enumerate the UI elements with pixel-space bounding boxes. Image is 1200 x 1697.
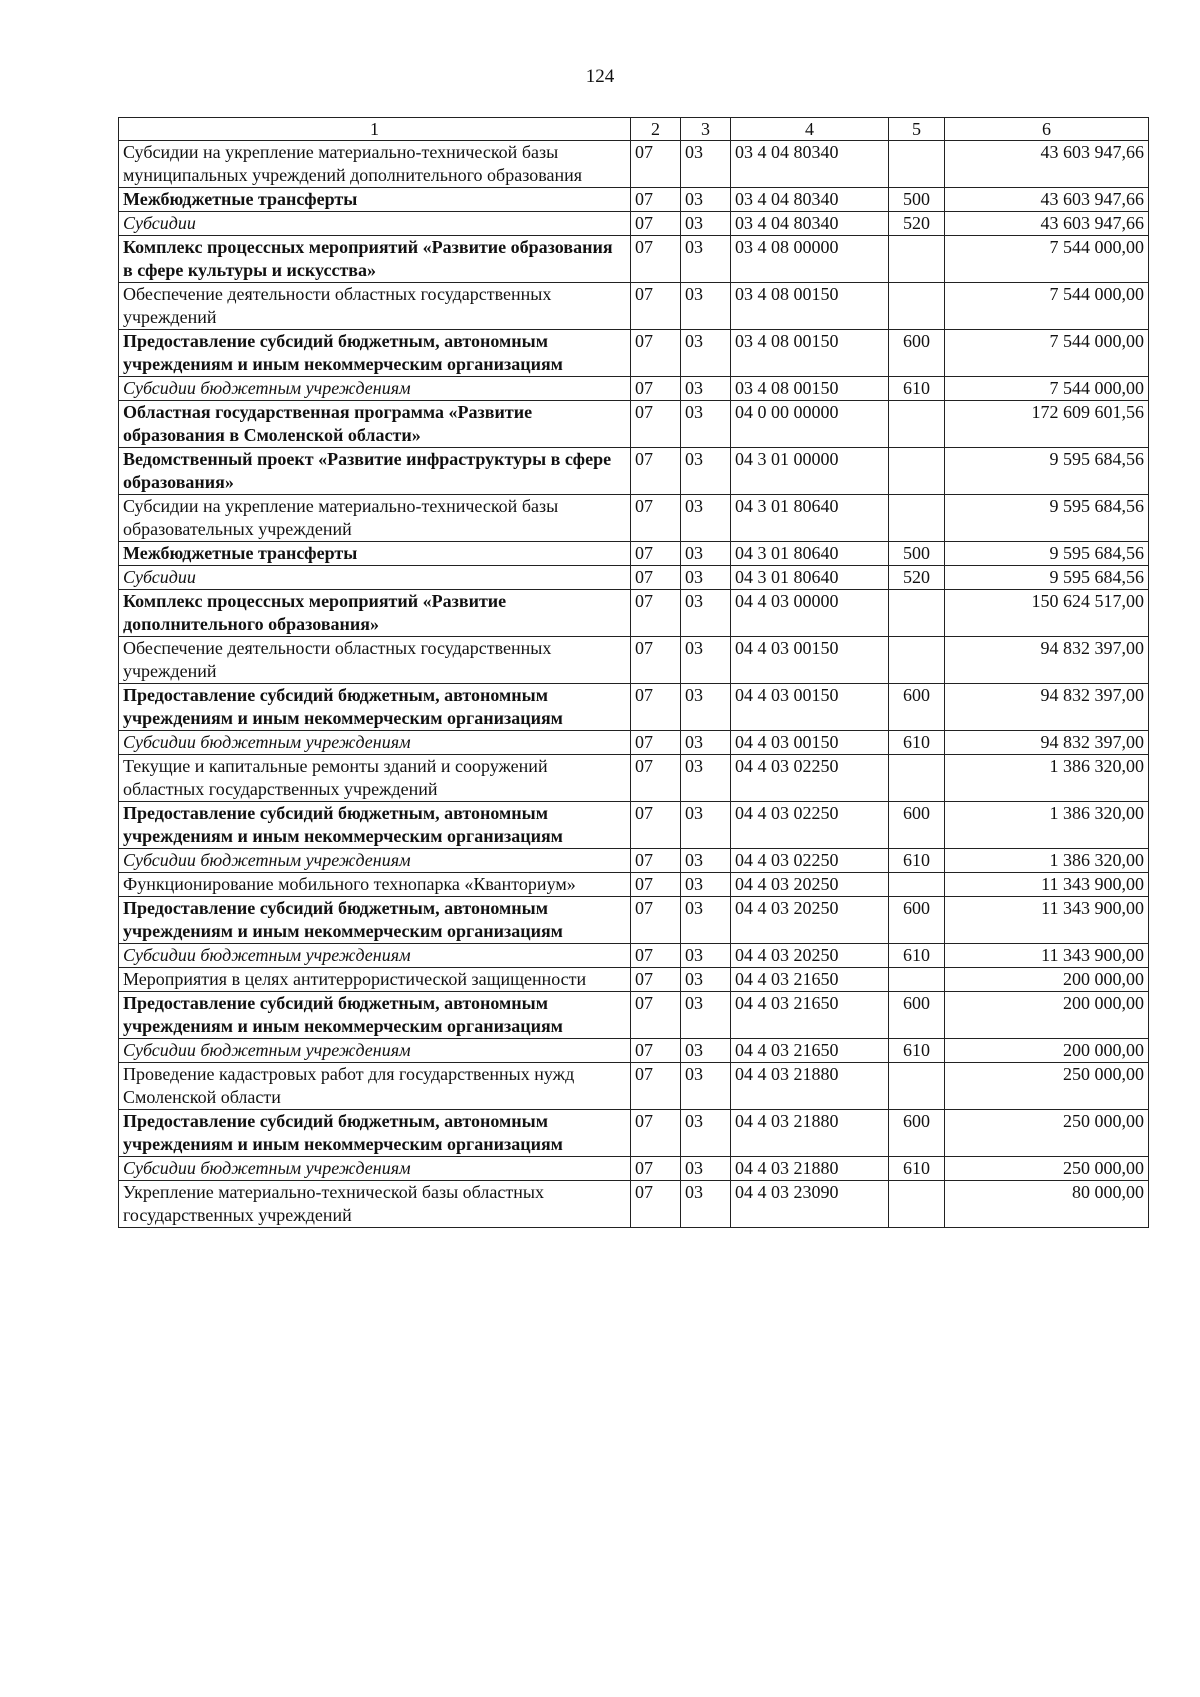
row-expense-type: 520: [889, 212, 945, 236]
column-header-5: 5: [889, 118, 945, 141]
table-row: [119, 542, 1149, 566]
row-expense-type: 600: [889, 992, 945, 1039]
row-expense-type: [889, 590, 945, 637]
table-row: [119, 590, 1149, 637]
row-name: Субсидии бюджетным учреждениям: [119, 1157, 631, 1181]
row-amount: 11 343 900,00: [945, 944, 1149, 968]
row-section: 07: [631, 755, 681, 802]
row-subsection: 03: [681, 1157, 731, 1181]
row-name: Субсидии на укрепление материально-технической базы муниципальных учреждений дополнительного образования: [119, 141, 631, 188]
row-name: Субсидии: [119, 566, 631, 590]
table-row: [119, 968, 1149, 992]
row-section: 07: [631, 897, 681, 944]
row-name: Субсидии: [119, 212, 631, 236]
table-row: [119, 1039, 1149, 1063]
table-row: [119, 283, 1149, 330]
row-target-code: 04 4 03 20250: [731, 897, 889, 944]
row-name: Предоставление субсидий бюджетным, автономным учреждениям и иным некоммерческим организациям: [119, 330, 631, 377]
row-section: 07: [631, 448, 681, 495]
row-amount: 94 832 397,00: [945, 637, 1149, 684]
table-row: [119, 731, 1149, 755]
row-amount: 250 000,00: [945, 1110, 1149, 1157]
row-target-code: 04 4 03 00150: [731, 684, 889, 731]
row-expense-type: [889, 448, 945, 495]
row-amount: 7 544 000,00: [945, 377, 1149, 401]
row-name: Областная государственная программа «Развитие образования в Смоленской области»: [119, 401, 631, 448]
row-target-code: 04 4 03 02250: [731, 755, 889, 802]
row-expense-type: 600: [889, 1110, 945, 1157]
row-amount: 43 603 947,66: [945, 141, 1149, 188]
row-amount: 9 595 684,56: [945, 495, 1149, 542]
row-name: Межбюджетные трансферты: [119, 542, 631, 566]
row-name: Комплекс процессных мероприятий «Развитие образования в сфере культуры и искусства»: [119, 236, 631, 283]
table-header: [119, 118, 1149, 141]
row-target-code: 04 4 03 21880: [731, 1157, 889, 1181]
row-subsection: 03: [681, 566, 731, 590]
row-amount: 250 000,00: [945, 1157, 1149, 1181]
row-expense-type: 610: [889, 377, 945, 401]
row-expense-type: 520: [889, 566, 945, 590]
row-target-code: 04 4 03 20250: [731, 944, 889, 968]
row-target-code: 04 4 03 23090: [731, 1181, 889, 1228]
table-row: [119, 188, 1149, 212]
row-expense-type: 610: [889, 944, 945, 968]
row-section: 07: [631, 873, 681, 897]
header-row: [119, 118, 1149, 141]
row-target-code: 04 4 03 21650: [731, 992, 889, 1039]
row-subsection: 03: [681, 236, 731, 283]
row-amount: 150 624 517,00: [945, 590, 1149, 637]
table-row: [119, 1110, 1149, 1157]
table-row: [119, 212, 1149, 236]
row-section: 07: [631, 236, 681, 283]
row-name: Субсидии бюджетным учреждениям: [119, 1039, 631, 1063]
row-target-code: 04 4 03 21880: [731, 1110, 889, 1157]
row-target-code: 03 4 04 80340: [731, 212, 889, 236]
row-name: Субсидии бюджетным учреждениям: [119, 849, 631, 873]
row-amount: 94 832 397,00: [945, 731, 1149, 755]
row-subsection: 03: [681, 755, 731, 802]
budget-table: [118, 117, 1149, 1228]
row-amount: 1 386 320,00: [945, 755, 1149, 802]
row-expense-type: 600: [889, 684, 945, 731]
row-target-code: 03 4 04 80340: [731, 141, 889, 188]
row-target-code: 03 4 08 00000: [731, 236, 889, 283]
row-expense-type: 500: [889, 542, 945, 566]
row-target-code: 03 4 08 00150: [731, 330, 889, 377]
row-expense-type: [889, 495, 945, 542]
table-row: [119, 897, 1149, 944]
row-subsection: 03: [681, 377, 731, 401]
row-amount: 200 000,00: [945, 968, 1149, 992]
row-subsection: 03: [681, 542, 731, 566]
row-name: Субсидии бюджетным учреждениям: [119, 377, 631, 401]
row-target-code: 04 3 01 80640: [731, 542, 889, 566]
row-amount: 11 343 900,00: [945, 873, 1149, 897]
table-row: [119, 236, 1149, 283]
table-row: [119, 637, 1149, 684]
row-subsection: 03: [681, 802, 731, 849]
table-row: [119, 566, 1149, 590]
row-subsection: 03: [681, 992, 731, 1039]
row-name: Предоставление субсидий бюджетным, автономным учреждениям и иным некоммерческим организациям: [119, 1110, 631, 1157]
row-amount: 200 000,00: [945, 1039, 1149, 1063]
row-subsection: 03: [681, 1181, 731, 1228]
row-name: Субсидии на укрепление материально-технической базы образовательных учреждений: [119, 495, 631, 542]
row-expense-type: [889, 1181, 945, 1228]
row-name: Предоставление субсидий бюджетным, автономным учреждениям и иным некоммерческим организациям: [119, 992, 631, 1039]
row-section: 07: [631, 1039, 681, 1063]
row-section: 07: [631, 283, 681, 330]
table-row: [119, 684, 1149, 731]
row-name: Функционирование мобильного технопарка «Кванториум»: [119, 873, 631, 897]
row-subsection: 03: [681, 1110, 731, 1157]
row-subsection: 03: [681, 141, 731, 188]
row-section: 07: [631, 590, 681, 637]
row-name: Проведение кадастровых работ для государственных нужд Смоленской области: [119, 1063, 631, 1110]
row-amount: 7 544 000,00: [945, 283, 1149, 330]
table-row: [119, 802, 1149, 849]
row-subsection: 03: [681, 495, 731, 542]
row-amount: 80 000,00: [945, 1181, 1149, 1228]
row-expense-type: 500: [889, 188, 945, 212]
row-section: 07: [631, 1110, 681, 1157]
row-subsection: 03: [681, 968, 731, 992]
column-header-2: 2: [631, 118, 681, 141]
row-name: Субсидии бюджетным учреждениям: [119, 731, 631, 755]
table-row: [119, 873, 1149, 897]
row-name: Предоставление субсидий бюджетным, автономным учреждениям и иным некоммерческим организациям: [119, 897, 631, 944]
row-amount: 172 609 601,56: [945, 401, 1149, 448]
row-section: 07: [631, 141, 681, 188]
row-target-code: 04 3 01 00000: [731, 448, 889, 495]
row-target-code: 04 3 01 80640: [731, 495, 889, 542]
row-expense-type: 600: [889, 897, 945, 944]
table-row: [119, 1063, 1149, 1110]
row-expense-type: 610: [889, 1157, 945, 1181]
row-amount: 9 595 684,56: [945, 542, 1149, 566]
row-subsection: 03: [681, 684, 731, 731]
row-subsection: 03: [681, 849, 731, 873]
row-subsection: 03: [681, 944, 731, 968]
row-section: 07: [631, 731, 681, 755]
row-amount: 43 603 947,66: [945, 212, 1149, 236]
row-subsection: 03: [681, 590, 731, 637]
table-row: [119, 495, 1149, 542]
row-target-code: 03 4 08 00150: [731, 377, 889, 401]
row-target-code: 04 4 03 02250: [731, 802, 889, 849]
row-section: 07: [631, 992, 681, 1039]
column-header-1: 1: [119, 118, 631, 141]
row-target-code: 04 4 03 00000: [731, 590, 889, 637]
row-target-code: 04 4 03 21880: [731, 1063, 889, 1110]
row-expense-type: 610: [889, 849, 945, 873]
row-amount: 9 595 684,56: [945, 448, 1149, 495]
page-number: 124: [585, 66, 615, 87]
table-row: [119, 1181, 1149, 1228]
row-expense-type: [889, 968, 945, 992]
row-subsection: 03: [681, 1039, 731, 1063]
row-target-code: 04 4 03 20250: [731, 873, 889, 897]
row-name: Обеспечение деятельности областных государственных учреждений: [119, 283, 631, 330]
row-expense-type: 610: [889, 731, 945, 755]
row-name: Комплекс процессных мероприятий «Развитие дополнительного образования»: [119, 590, 631, 637]
table-row: [119, 992, 1149, 1039]
row-section: 07: [631, 330, 681, 377]
row-amount: 7 544 000,00: [945, 236, 1149, 283]
row-name: Текущие и капитальные ремонты зданий и сооружений областных государственных учреждений: [119, 755, 631, 802]
row-amount: 9 595 684,56: [945, 566, 1149, 590]
table-row: [119, 944, 1149, 968]
table-body: [119, 141, 1149, 1228]
row-subsection: 03: [681, 283, 731, 330]
row-target-code: 04 4 03 00150: [731, 731, 889, 755]
row-section: 07: [631, 1157, 681, 1181]
row-section: 07: [631, 944, 681, 968]
row-target-code: 03 4 04 80340: [731, 188, 889, 212]
row-section: 07: [631, 849, 681, 873]
row-amount: 200 000,00: [945, 992, 1149, 1039]
row-subsection: 03: [681, 401, 731, 448]
row-expense-type: [889, 283, 945, 330]
row-expense-type: [889, 401, 945, 448]
row-expense-type: [889, 873, 945, 897]
row-section: 07: [631, 212, 681, 236]
row-subsection: 03: [681, 873, 731, 897]
row-target-code: 04 0 00 00000: [731, 401, 889, 448]
row-target-code: 04 4 03 21650: [731, 1039, 889, 1063]
row-section: 07: [631, 1063, 681, 1110]
row-target-code: 04 4 03 21650: [731, 968, 889, 992]
row-subsection: 03: [681, 212, 731, 236]
row-name: Ведомственный проект «Развитие инфраструктуры в сфере образования»: [119, 448, 631, 495]
row-expense-type: [889, 755, 945, 802]
row-section: 07: [631, 1181, 681, 1228]
row-section: 07: [631, 637, 681, 684]
row-name: Мероприятия в целях антитеррористической защищенности: [119, 968, 631, 992]
row-section: 07: [631, 968, 681, 992]
row-section: 07: [631, 802, 681, 849]
row-name: Субсидии бюджетным учреждениям: [119, 944, 631, 968]
row-subsection: 03: [681, 188, 731, 212]
column-header-3: 3: [681, 118, 731, 141]
row-section: 07: [631, 566, 681, 590]
table-row: [119, 448, 1149, 495]
row-section: 07: [631, 401, 681, 448]
table-row: [119, 1157, 1149, 1181]
row-amount: 1 386 320,00: [945, 849, 1149, 873]
row-section: 07: [631, 495, 681, 542]
row-target-code: 04 3 01 80640: [731, 566, 889, 590]
column-header-4: 4: [731, 118, 889, 141]
row-amount: 94 832 397,00: [945, 684, 1149, 731]
row-name: Укрепление материально-технической базы областных государственных учреждений: [119, 1181, 631, 1228]
row-amount: 11 343 900,00: [945, 897, 1149, 944]
row-name: Предоставление субсидий бюджетным, автономным учреждениям и иным некоммерческим организациям: [119, 802, 631, 849]
row-expense-type: [889, 1063, 945, 1110]
row-section: 07: [631, 188, 681, 212]
row-section: 07: [631, 684, 681, 731]
row-amount: 250 000,00: [945, 1063, 1149, 1110]
row-subsection: 03: [681, 897, 731, 944]
row-amount: 43 603 947,66: [945, 188, 1149, 212]
row-target-code: 04 4 03 02250: [731, 849, 889, 873]
table-row: [119, 755, 1149, 802]
row-name: Предоставление субсидий бюджетным, автономным учреждениям и иным некоммерческим организациям: [119, 684, 631, 731]
row-name: Межбюджетные трансферты: [119, 188, 631, 212]
column-header-6: 6: [945, 118, 1149, 141]
row-expense-type: 600: [889, 330, 945, 377]
row-subsection: 03: [681, 731, 731, 755]
table-row: [119, 141, 1149, 188]
row-expense-type: [889, 637, 945, 684]
row-expense-type: [889, 141, 945, 188]
table-row: [119, 849, 1149, 873]
table-row: [119, 377, 1149, 401]
row-subsection: 03: [681, 637, 731, 684]
row-amount: 7 544 000,00: [945, 330, 1149, 377]
row-section: 07: [631, 377, 681, 401]
row-subsection: 03: [681, 1063, 731, 1110]
row-target-code: 04 4 03 00150: [731, 637, 889, 684]
row-target-code: 03 4 08 00150: [731, 283, 889, 330]
table-row: [119, 330, 1149, 377]
row-subsection: 03: [681, 330, 731, 377]
row-name: Обеспечение деятельности областных государственных учреждений: [119, 637, 631, 684]
row-expense-type: 610: [889, 1039, 945, 1063]
row-amount: 1 386 320,00: [945, 802, 1149, 849]
row-section: 07: [631, 542, 681, 566]
row-subsection: 03: [681, 448, 731, 495]
row-expense-type: [889, 236, 945, 283]
table-row: [119, 401, 1149, 448]
row-expense-type: 600: [889, 802, 945, 849]
